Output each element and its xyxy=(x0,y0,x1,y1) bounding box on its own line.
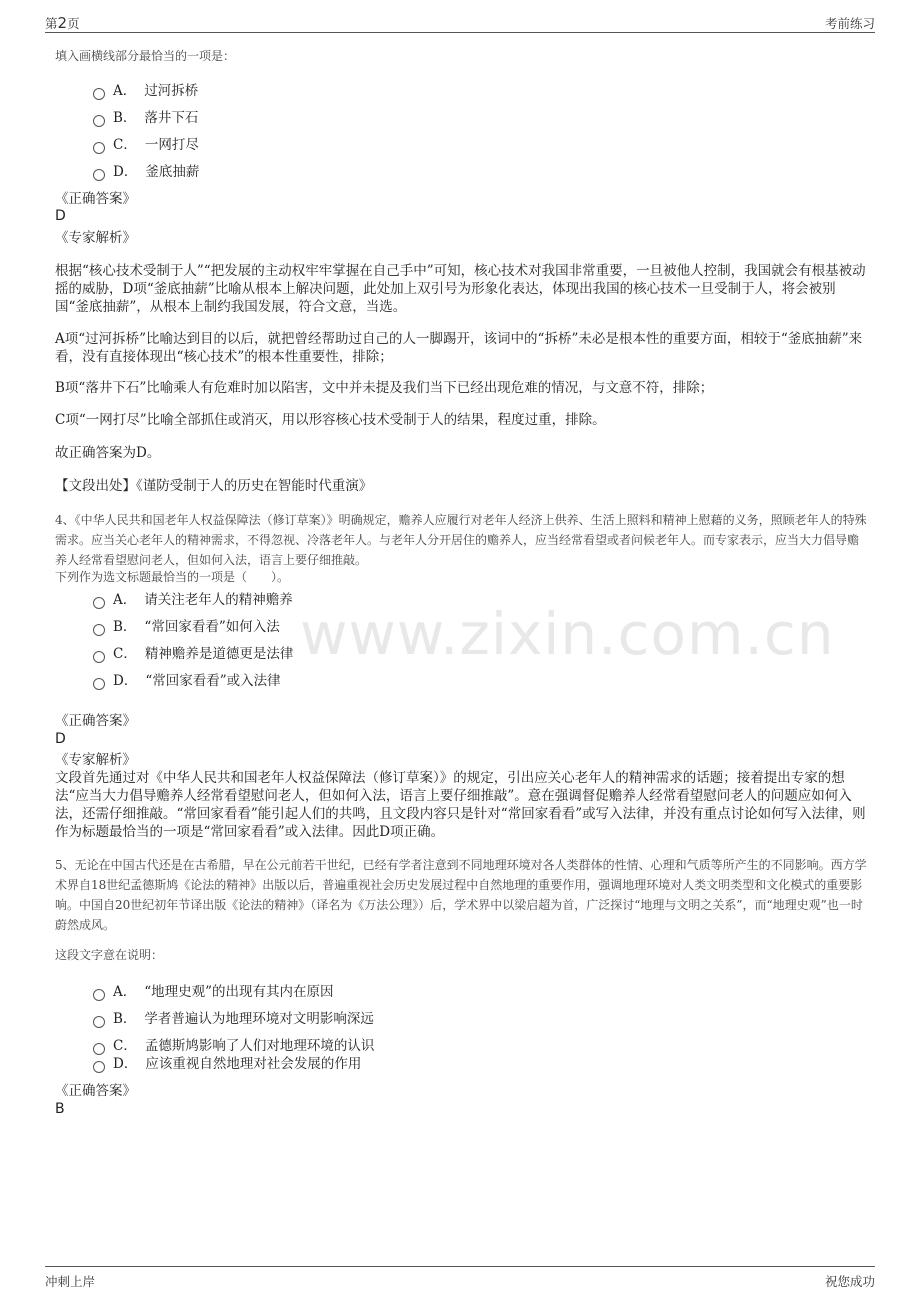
q3-analysis-title: 《专家解析》 xyxy=(55,230,136,246)
q3-answer-title: 《正确答案》 xyxy=(55,191,136,207)
radio-icon[interactable] xyxy=(93,1061,105,1073)
page-footer xyxy=(45,1266,875,1296)
q4-option-c[interactable]: C． 精神赡养是道德更是法律 xyxy=(93,644,293,664)
radio-icon[interactable] xyxy=(93,1043,105,1055)
radio-icon[interactable] xyxy=(93,597,105,609)
radio-icon[interactable] xyxy=(93,142,105,154)
q3-analysis-p2: A项“过河拆桥”比喻达到目的以后，就把曾经帮助过自己的人一脚踢开，该词中的“拆桥”未必是根本性的重要方面，相较于“釜底抽薪”来看，没有直接体现出“核心技术”的根本性重要性，排除； xyxy=(55,331,863,365)
q5-prompt: 这段文字意在说明： xyxy=(55,948,164,962)
q3-analysis-p3: B项“落井下石”比喻乘人有危难时加以陷害，文中并未提及我们当下已经出现危难的情况，与文意不符，排除； xyxy=(55,380,714,396)
q3-option-c[interactable]: C． 一网打尽 xyxy=(93,135,199,155)
q4-analysis: 文段首先通过对《中华人民共和国老年人权益保障法（修订草案）》的规定，引出应关心老年人的精神需求的话题；接着提出专家的想法“应当大力倡导赡养人经常看望慰问老人，但如何入法，语言上要仔细推敲”。意在强调督促赡养人经常看望慰问老人的问题应如何入法，还需仔细推敲。“常回家看看”能引起人们的共鸣，且文段内容只是针对“常回家看看”或写入法律，并没有重点讨论如何写入法律，则作为标题最恰当的一项是“常回家看看”或入法律。因此D项正确。 xyxy=(55,770,866,840)
q5-stem: 5、无论在中国古代还是在古希腊，早在公元前若干世纪，已经有学者注意到不同地理环境对各人类群体的性情、心理和气质等所产生的不同影响。西方学术界自18世纪孟德斯鸠《论法的精神》出版以后，普遍重视社会历史发展过程中自然地理的重要作用，强调地理环境对人类文明类型和文化模式的重要影响。中国自20世纪初年节译出版《论法的精神》（译名为《万法公理》）后，学术界中以梁启超为首，广泛探讨“地理与文明之关系”，而“地理史观”也一时蔚然成风。 xyxy=(55,858,867,932)
q3-option-a[interactable]: A． 过河拆桥 xyxy=(93,81,198,101)
footer-left: 冲刺上岸 xyxy=(45,1274,96,1289)
q4-option-d[interactable]: D． “常回家看看”或入法律 xyxy=(93,671,281,691)
radio-icon[interactable] xyxy=(93,678,105,690)
q5-option-c[interactable]: C． 孟德斯鸠影响了人们对地理环境的认识 xyxy=(93,1036,374,1056)
q4-answer-title: 《正确答案》 xyxy=(55,713,136,729)
radio-icon[interactable] xyxy=(93,1016,105,1028)
radio-icon[interactable] xyxy=(93,651,105,663)
q5-option-d[interactable]: D． 应该重视自然地理对社会发展的作用 xyxy=(93,1054,361,1074)
radio-icon[interactable] xyxy=(93,624,105,636)
radio-icon[interactable] xyxy=(93,169,105,181)
page-number: 第2页 xyxy=(45,14,80,32)
q3-answer: D xyxy=(55,208,66,224)
q4-option-a[interactable]: A． 请关注老年人的精神赡养 xyxy=(93,590,293,610)
q4-stem: 4、《中华人民共和国老年人权益保障法（修订草案）》明确规定，赡养人应履行对老年人经济上供养、生活上照料和精神上慰藉的义务，照顾老年人的特殊需求。应当关心老年人的精神需求，不得忽视、冷落老年人。与老年人分开居住的赡养人，应当经常看望或者问候老年人。而专家表示，应当大力倡导赡养人经常看望慰问老人，但如何入法，语言上要仔细推敲。 xyxy=(55,513,867,567)
q5-option-b[interactable]: B． 学者普遍认为地理环境对文明影响深远 xyxy=(93,1009,374,1029)
radio-icon[interactable] xyxy=(93,989,105,1001)
q5-answer-title: 《正确答案》 xyxy=(55,1083,136,1099)
q4-analysis-title: 《专家解析》 xyxy=(55,752,136,768)
radio-icon[interactable] xyxy=(93,88,105,100)
q3-prompt: 填入画横线部分最恰当的一项是： xyxy=(55,49,236,63)
q4-option-b[interactable]: B． “常回家看看”如何入法 xyxy=(93,617,280,637)
q4-prompt: 下列作为选文标题最恰当的一项是（ ）。 xyxy=(55,570,290,584)
page-header xyxy=(45,12,875,33)
q4-answer: D xyxy=(55,731,66,747)
q3-source: 【文段出处】《谨防受制于人的历史在智能时代重演》 xyxy=(55,478,373,494)
q5-option-a[interactable]: A． “地理史观”的出现有其内在原因 xyxy=(93,982,334,1002)
radio-icon[interactable] xyxy=(93,115,105,127)
q3-analysis-p5: 故正确答案为D。 xyxy=(55,445,161,461)
watermark-text: www.zixin.com.cn xyxy=(300,600,835,668)
q3-option-d[interactable]: D． 釜底抽薪 xyxy=(93,162,199,182)
footer-right: 祝您成功 xyxy=(824,1274,875,1289)
q3-analysis-p4: C项“一网打尽”比喻全部抓住或消灭，用以形容核心技术受制于人的结果，程度过重，排除。 xyxy=(55,412,606,428)
q3-option-b[interactable]: B． 落井下石 xyxy=(93,108,198,128)
q5-answer: B xyxy=(55,1101,65,1117)
q3-analysis-p1: 根据“核心技术受制于人”“把发展的主动权牢牢掌握在自己手中”可知，核心技术对我国非常重要，一旦被他人控制，我国就会有根基被动摇的威胁，D项“釜底抽薪”比喻从根本上解决问题，此处加上双引号为形象化表达，体现出我国的核心技术一旦受制于人，将会被别国“釜底抽薪”，从根本上制约我国发展，符合文意，当选。 xyxy=(55,263,866,315)
header-title: 考前练习 xyxy=(824,16,875,31)
